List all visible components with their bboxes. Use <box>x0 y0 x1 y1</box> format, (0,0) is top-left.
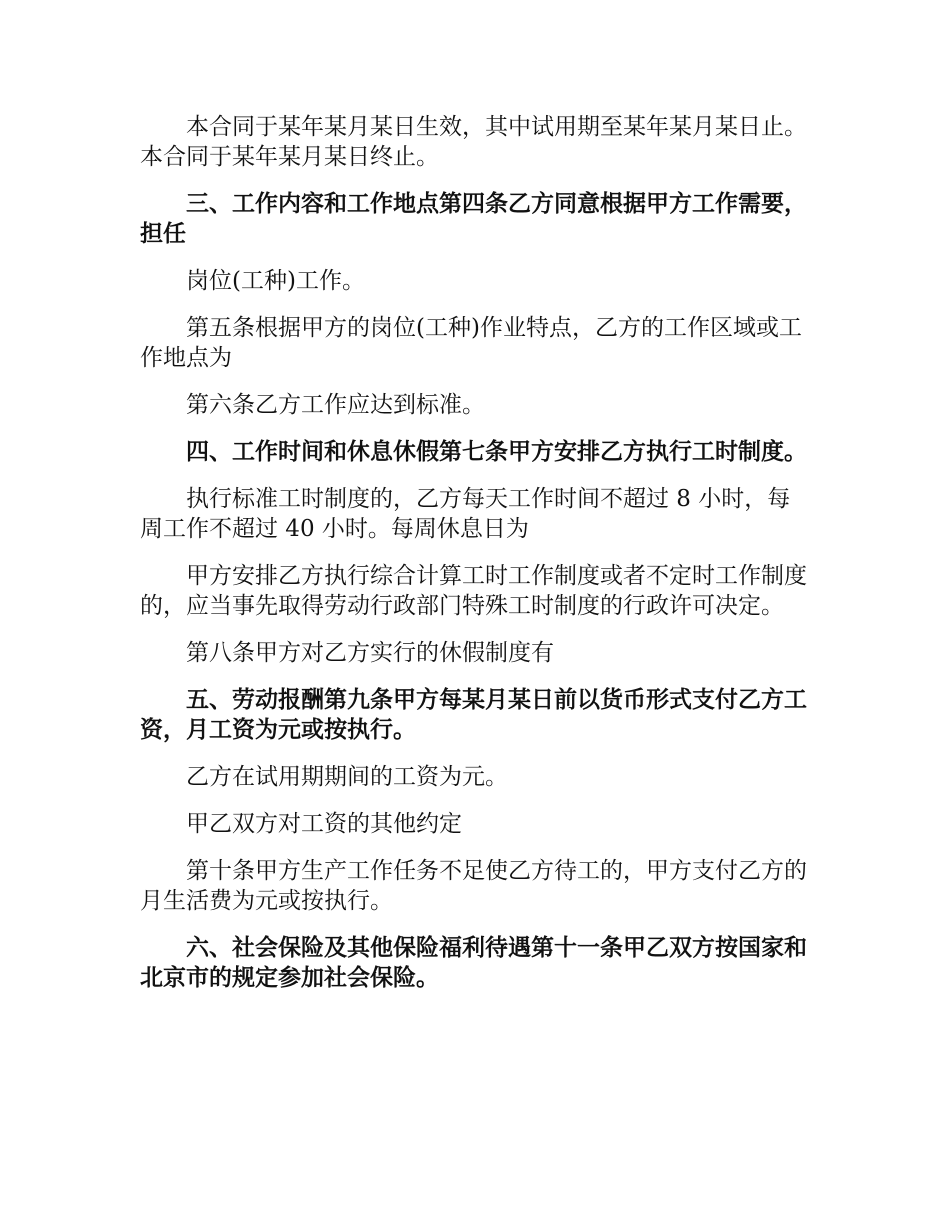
paragraph-standard-hours: 执行标准工时制度的，乙方每天工作时间不超过 8 小时，每周工作不超过 40 小时。每周休息日为 <box>140 486 791 542</box>
paragraph-salary-other: 甲乙双方对工资的其他约定 <box>186 811 462 837</box>
heading-work-content: 三、工作内容和工作地点第四条乙方同意根据甲方工作需要，担任 <box>140 190 807 247</box>
paragraph-special-hours: 甲方安排乙方执行综合计算工时工作制度或者不定时工作制度的，应当事先取得劳动行政部门特殊工时制度的行政许可决定。 <box>140 563 807 619</box>
document-body <box>140 112 810 1010</box>
paragraph-position: 岗位(工种)工作。 <box>186 268 365 294</box>
heading-remuneration: 五、劳动报酬第九条甲方每某月某日前以货币形式支付乙方工资，月工资为元或按执行。 <box>140 686 807 743</box>
paragraph-article-10: 第十条甲方生产工作任务不足使乙方待工的，甲方支付乙方的月生活费为元或按执行。 <box>140 858 807 914</box>
paragraph-article-6: 第六条乙方工作应达到标准。 <box>186 392 485 418</box>
paragraph-effective-date: 本合同于某年某月某日生效，其中试用期至某年某月某日止。本合同于某年某月某日终止。 <box>140 114 807 170</box>
paragraph-probation-salary: 乙方在试用期期间的工资为元。 <box>186 764 508 790</box>
heading-social-insurance: 六、社会保险及其他保险福利待遇第十一条甲乙双方按国家和北京市的规定参加社会保险。 <box>140 934 807 991</box>
heading-work-time: 四、工作时间和休息休假第七条甲方安排乙方执行工时制度。 <box>186 438 807 465</box>
paragraph-article-8: 第八条甲方对乙方实行的休假制度有 <box>186 640 554 666</box>
paragraph-article-5: 第五条根据甲方的岗位(工种)作业特点，乙方的工作区域或工作地点为 <box>140 315 802 371</box>
